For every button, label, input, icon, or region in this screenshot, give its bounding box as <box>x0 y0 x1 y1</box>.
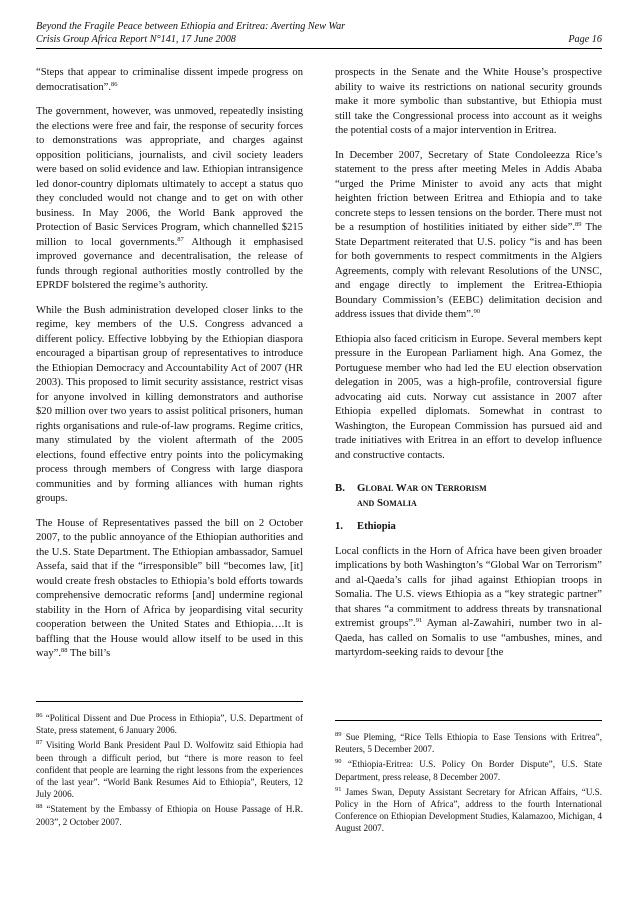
header-divider <box>36 48 602 49</box>
footnote-ref[interactable]: 91 <box>415 617 423 624</box>
footnote: $^{91}$ James Swan, Deputy Assistant Secretary for African Affairs, “U.S. Policy in the Horn of Africa”, address to the fourth International Conference on Ethiopian Development Studies, Kalamazoo, Michigan, 4 August 2007. <box>335 785 602 834</box>
footnote-ref[interactable]: 87 <box>177 235 184 243</box>
footnote-ref[interactable]: 88 <box>61 647 68 654</box>
report-citation: Crisis Group Africa Report N°141, 17 June 2008 <box>36 34 236 45</box>
footnote: $^{89}$ Sue Pleming, “Rice Tells Ethiopia to Ease Tensions with Eritrea”, Reuters, 5 December 2007. <box>335 731 602 755</box>
paragraph: Local conflicts in the Horn of Africa have been given broader implications by both Washington’s “Global War on Terrorism” and al-Qaeda’s calls for jihad against Ethiopian troops in Somalia. The U.S. views Ethiopia as a “key strategic partner” that shares “a commitment to address threats by transnational extremist groups”.$^{91}$ Ayman al-Zawahiri, number two in al-Qaeda, has called on Somalis to use “ambushes, mines, and martyrdom-seeking raids to devour [the <box>335 545 602 658</box>
footnotes-left <box>36 712 303 831</box>
page-number: Page 16 <box>568 34 602 45</box>
footnote-ref[interactable]: 90 <box>473 308 481 315</box>
footnote: $^{87}$ Visiting World Bank President Paul D. Wolfowitz said Ethiopia had been through a difficult period, but “there is more reason to feel confident that people are learning the right lessons from the experiences of the last year”. “World Bank Resumes Aid to Ethiopia”, Reuters, 12 July 2006. <box>36 739 303 800</box>
footnote: $^{90}$ “Ethiopia-Eritrea: U.S. Policy On Border Dispute”, U.S. State Department, press release, 8 December 2007. <box>335 758 602 782</box>
running-header <box>36 20 602 46</box>
section-heading: B. Global War on Terrorism and Somalia <box>335 482 487 509</box>
paragraph: Ethiopia also faced criticism in Europe. Several members kept pressure in the European Parliament high. Ana Gomez, the Portuguese member who had led the EU election observation delegation in 2005, was a high-profile, controversial figure advocating aid cuts. Norway cut assistance in 2007 after Ethiopia expelled diplomats. Somewhat in contrast to Washington, the European Commission has pursued aid and trade initiatives with Eritrea in an effort to develop influence and constructive contacts. <box>335 333 602 461</box>
footnote-divider <box>36 701 303 702</box>
paragraph: The House of Representatives passed the bill on 2 October 2007, to the public annoyance of the Ethiopian authorities and the U.S. State Department. The Ethiopian ambassador, Samuel Assefa, said that if the “irresponsible” bill “becomes law, [it] would create fresh obstacles to Ethiopia’s bold efforts towards comprehensive democratic reforms [and] undermine regional stability in the Horn of Africa by jeopardising vital security cooperation between the United States and Ethiopia….It is baffling that the House would allow itself to be used in this way”.$^{88}$ The bill’s <box>36 517 303 659</box>
left-column <box>36 66 303 672</box>
footnote: $^{88}$ “Statement by the Embassy of Ethiopia on House Passage of H.R. 2003”, 2 October 2007. <box>36 803 303 827</box>
report-title: Beyond the Fragile Peace between Ethiopia and Eritrea: Averting New War <box>36 21 346 32</box>
footnotes-right <box>335 731 602 838</box>
paragraph: While the Bush administration developed closer links to the regime, key members of the U.S. Congress advanced a different policy. Effective lobbying by the Ethiopian diaspora encouraged a bipartisan group of representatives to introduce the Ethiopian Democracy and Accountability Act of 2007 (HR 2003). This proposed to limit security assistance, restrict visas for anyone involved in killing demonstrators and authorise $20 million over two years to assist political prisoners, human rights organisations and rule-of-law programs. Regime critics, many stimulated by the violent aftermath of the 2005 elections, found effective entry points into the policymaking process through members of Congress with large diaspora communities and by forming alliances with human rights groups. <box>36 304 303 504</box>
right-column <box>335 66 602 671</box>
paragraph: The government, however, was unmoved, repeatedly insisting the elections were free and fair, the response of security forces to demonstrations was appropriate, and charges against opposition politicians, journalists, and civil society leaders were based on solid evidence and law. Ethiopian intransigence led donor-country diplomats ultimately to accept a status quo they concluded would not change and to get on with other business. In May 2006, the World Bank approved the Protection of Basic Services Program, which channelled $215 million to local governments.$^{87}$ Although it emphasised improved governance and decentralisation, the release of funds through regional authorities mostly controlled by the EPRDF bolstered the regime’s authority. <box>36 106 303 291</box>
paragraph: “Steps that appear to criminalise dissent impede progress on democratisation”.$^{86}$ <box>36 67 303 93</box>
paragraph: In December 2007, Secretary of State Condoleezza Rice’s statement to the press after meeting Meles in Addis Ababa “urged the Prime Minister to avoid any acts that might heighten friction between Eritrea and Ethiopia and to take concrete steps to lessen tensions on the border. There must not be a resumption of hostilities initiated by either side”.$^{89}$ The State Department reiterated that U.S. policy “is and has been for both governments to respect commitments in the Algiers Agreements, comply with relevant Resolutions of the UNSC, and engage directly to implement the Eritrea-Ethiopia Boundary Commission’s (EEBC) delimitation decision and address issues that divide them”.$^{90}$ <box>335 149 602 320</box>
paragraph: prospects in the Senate and the White House’s prospective ability to waive its restrictions on national security grounds make it more symbolic than substantive, but Ethiopia must still take the Congressional process into account as it weighs the potential costs of a major intervention in Eritrea. <box>335 67 602 136</box>
footnote-divider <box>335 720 602 721</box>
footnote-ref[interactable]: 86 <box>111 80 118 88</box>
subsection-heading: 1. Ethiopia <box>335 521 396 532</box>
footnote-ref[interactable]: 89 <box>575 221 582 228</box>
section-title: Global War on Terrorism and Somalia <box>357 482 487 509</box>
footnote: $^{86}$ “Political Dissent and Due Process in Ethiopia”, U.S. Department of State, press statement, 6 January 2006. <box>36 712 303 736</box>
